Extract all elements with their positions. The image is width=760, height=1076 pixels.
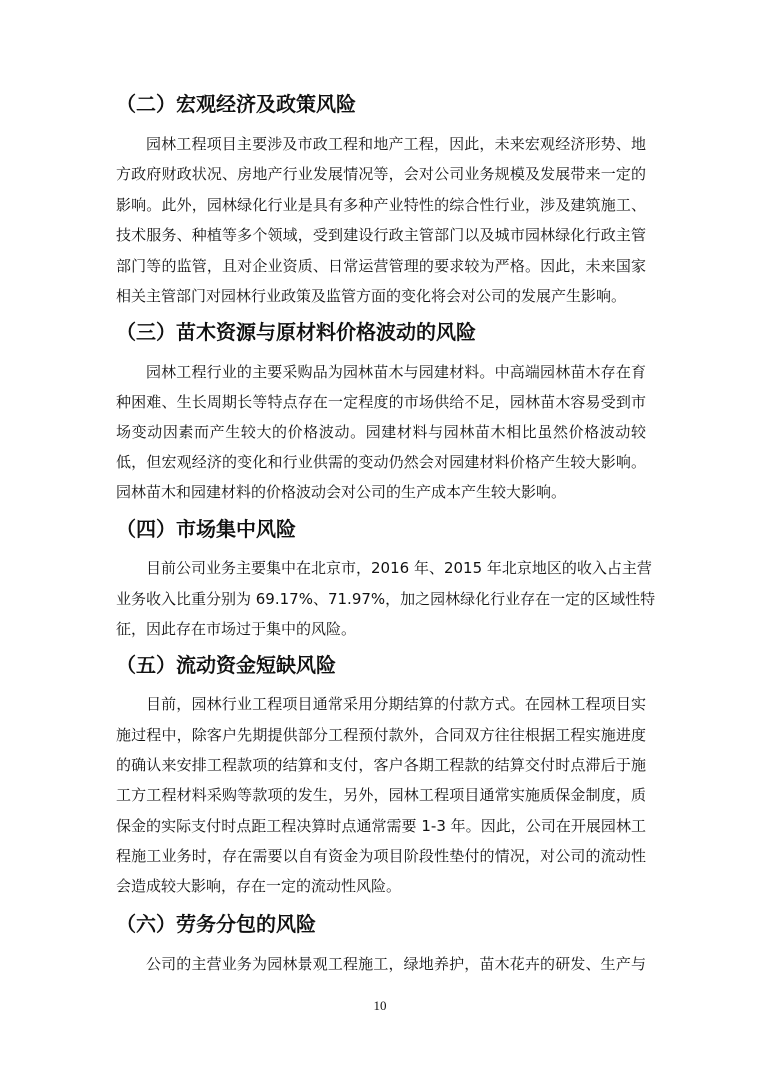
paragraph-line: 施过程中，除客户先期提供部分工程预付款外，合同双方往往根据工程实施进度 bbox=[116, 726, 646, 744]
paragraph-line: 程施工业务时，存在需要以自有资金为项目阶段性垫付的情况，对公司的流动性 bbox=[116, 847, 646, 865]
paragraph-line: 技术服务、种植等多个领域，受到建设行政主管部门以及城市园林绿化行政主管 bbox=[116, 226, 646, 244]
paragraph-line: 园林苗木和园建材料的价格波动会对公司的生产成本产生较大影响。 bbox=[116, 483, 567, 501]
paragraph-line: 场变动因素而产生较大的价格波动。园建材料与园林苗木相比虽然价格波动较 bbox=[116, 423, 646, 441]
paragraph-line: 园林工程项目主要涉及市政工程和地产工程，因此，未来宏观经济形势、地 bbox=[146, 135, 646, 153]
paragraph-line: 低，但宏观经济的变化和行业供需的变动仍然会对园建材料价格产生较大影响。 bbox=[116, 453, 646, 471]
section-heading-labor-subcontracting-risk: （六）劳务分包的风险 bbox=[116, 912, 316, 936]
paragraph-line: 部门等的监管，且对企业资质、日常运营管理的要求较为严格。因此，未来国家 bbox=[116, 257, 646, 275]
paragraph-line: 目前公司业务主要集中在北京市，2016 年、2015 年北京地区的收入占主营 bbox=[146, 559, 652, 577]
paragraph-line: 种困难、生长周期长等特点存在一定程度的市场供给不足，园林苗木容易受到市 bbox=[116, 393, 646, 411]
paragraph-line: 相关主管部门对园林行业政策及监管方面的变化将会对公司的发展产生影响。 bbox=[116, 287, 627, 305]
paragraph-line: 工方工程材料采购等款项的发生，另外，园林工程项目通常实施质保金制度，质 bbox=[116, 786, 646, 804]
paragraph-line: 园林工程行业的主要采购品为园林苗木与园建材料。中高端园林苗木存在育 bbox=[146, 363, 646, 381]
paragraph-line: 保金的实际支付时点距工程决算时点通常需要 1-3 年。因此，公司在开展园林工 bbox=[116, 817, 646, 835]
paragraph-line: 方政府财政状况、房地产行业发展情况等，会对公司业务规模及发展带来一定的 bbox=[116, 165, 646, 183]
section-heading-seedling-material-price-risk: （三）苗木资源与原材料价格波动的风险 bbox=[116, 320, 476, 344]
paragraph-line: 会造成较大影响，存在一定的流动性风险。 bbox=[116, 877, 402, 895]
paragraph-line: 影响。此外，园林绿化行业是具有多种产业特性的综合性行业，涉及建筑施工、 bbox=[116, 196, 646, 214]
section-heading-market-concentration-risk: （四）市场集中风险 bbox=[116, 517, 296, 541]
paragraph-line: 的确认来安排工程款项的结算和支付，客户各期工程款的结算交付时点滞后于施 bbox=[116, 756, 646, 774]
paragraph-line: 公司的主营业务为园林景观工程施工，绿地养护，苗木花卉的研发、生产与 bbox=[146, 955, 646, 973]
paragraph-line: 目前，园林行业工程项目通常采用分期结算的付款方式。在园林工程项目实 bbox=[146, 695, 646, 713]
paragraph-line: 业务收入比重分别为 69.17%、71.97%，加之园林绿化行业存在一定的区域性特 bbox=[116, 590, 656, 608]
page-number: 10 bbox=[373, 998, 387, 1013]
paragraph-line: 征，因此存在市场过于集中的风险。 bbox=[116, 620, 357, 638]
section-heading-liquidity-shortage-risk: （五）流动资金短缺风险 bbox=[116, 653, 336, 677]
section-heading-macro-policy-risk: （二）宏观经济及政策风险 bbox=[116, 92, 356, 116]
